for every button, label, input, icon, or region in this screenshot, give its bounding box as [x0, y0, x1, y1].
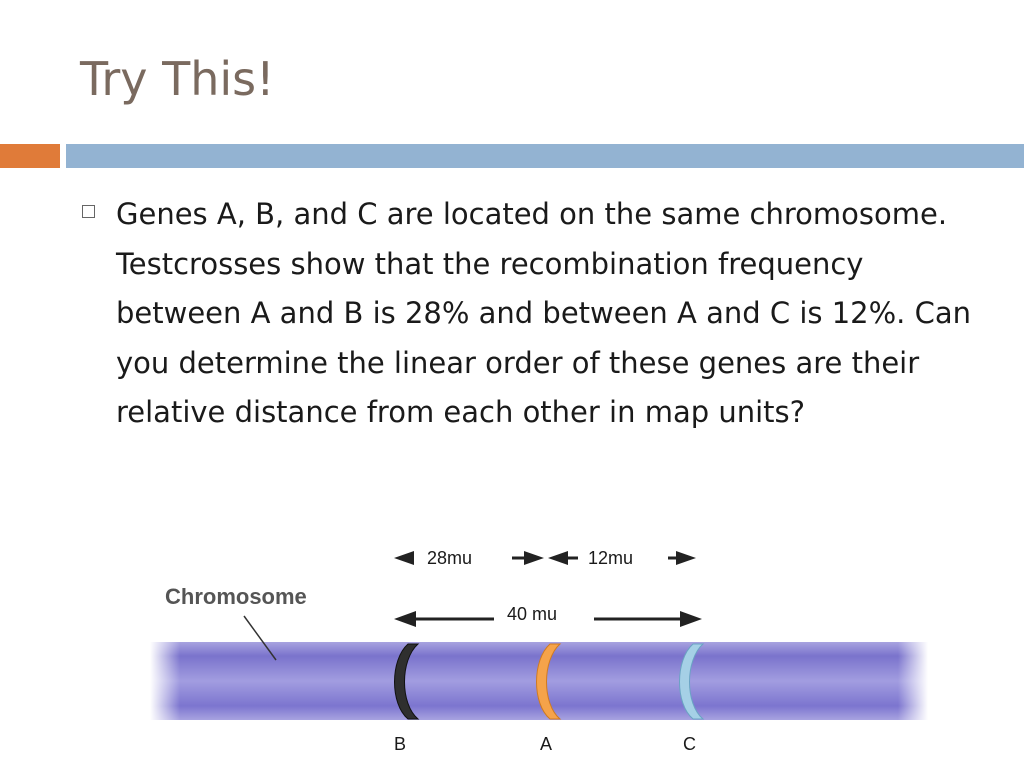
distance-label-40mu: 40 mu: [507, 604, 558, 624]
chromosome-bottom-cover: [384, 720, 728, 724]
slide-title: Try This!: [80, 52, 275, 106]
chromosome-label: Chromosome: [165, 584, 307, 609]
arrow-left-40mu-icon: [394, 611, 416, 627]
distance-label-28mu: 28mu: [427, 548, 473, 568]
chromosome-fade-right: [898, 642, 928, 720]
arrow-right-28mu-icon: [524, 551, 544, 565]
arrow-left-28mu-icon: [394, 551, 414, 565]
gene-label-c: C: [683, 734, 696, 754]
gene-label-a: A: [540, 734, 553, 754]
arrow-right-40mu-icon: [680, 611, 702, 627]
arrow-left-12mu-icon: [548, 551, 568, 565]
question-text: Genes A, B, and C are located on the same chromosome. Testcrosses show that the recombination frequency between A and B is 28% and between A and C is 12%. Can you determine the linear order of these genes are their relative distance from each other in map units?: [116, 197, 972, 430]
arrow-right-12mu-icon: [676, 551, 696, 565]
chromosome-fade-left: [150, 642, 180, 720]
distance-label-12mu: 12mu: [588, 548, 634, 568]
gene-label-b: B: [394, 734, 407, 754]
